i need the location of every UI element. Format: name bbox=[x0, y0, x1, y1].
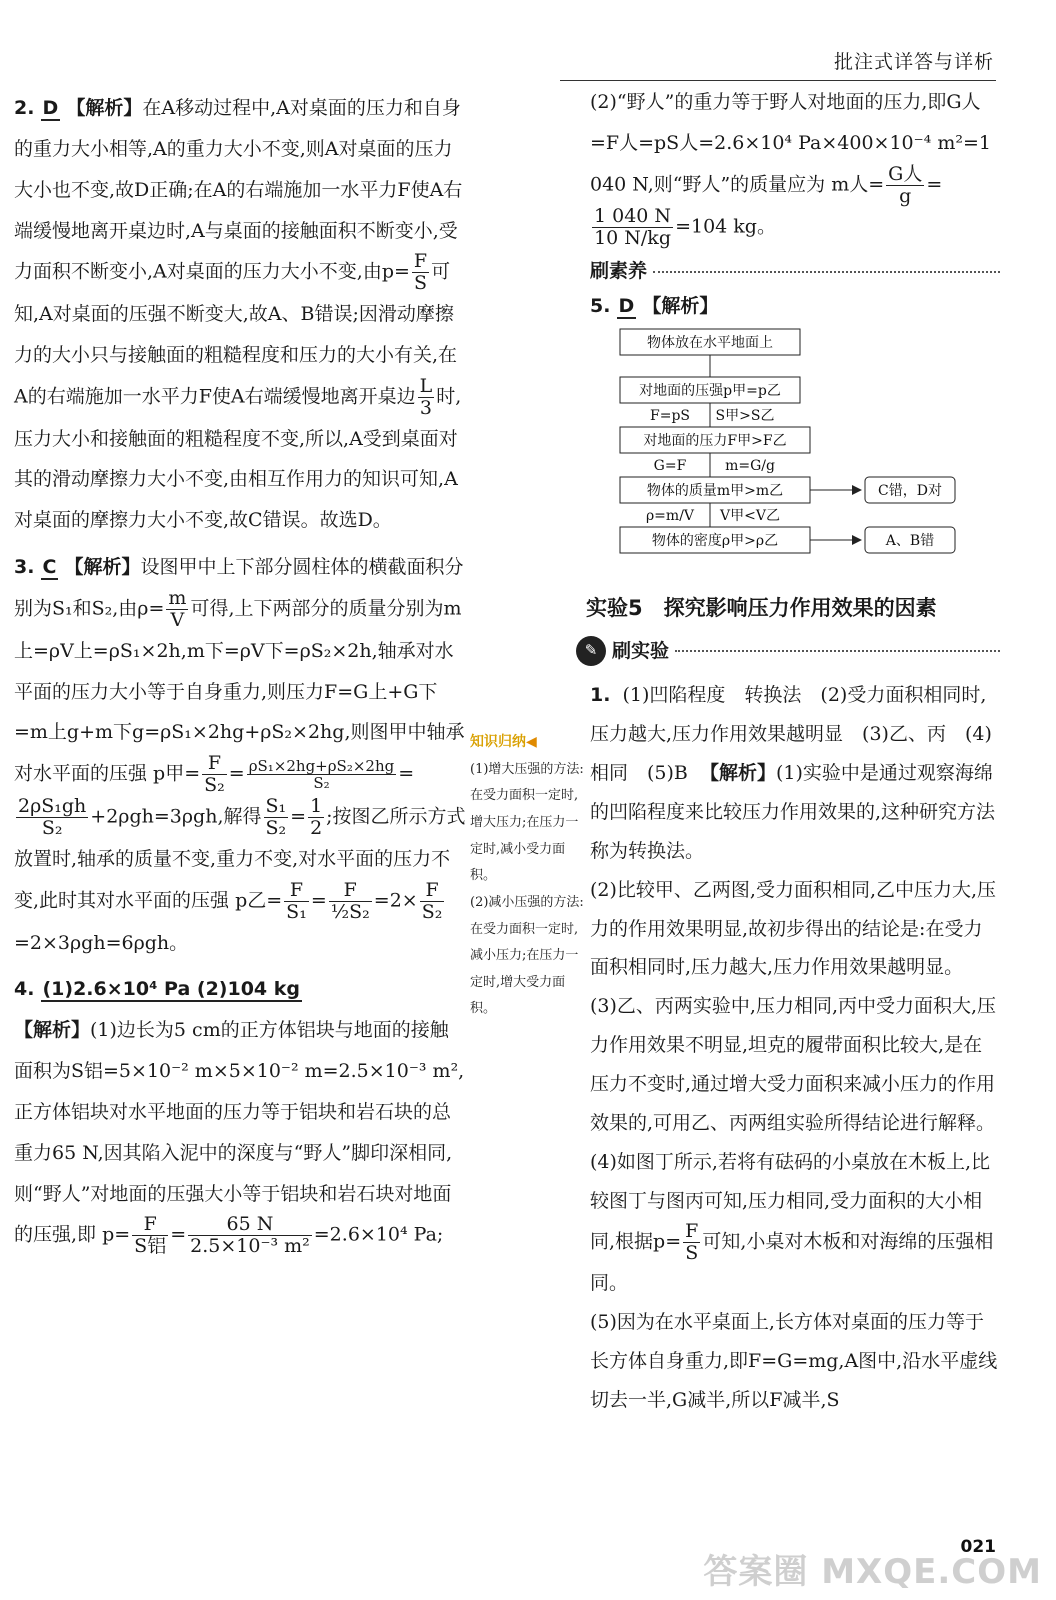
q2-text-2b: 可知,A对桌面的压强不断变大,故A、B错误;因滑动摩擦力的大小只与接触面的粗糙程度和压力的大小有关,在A的右端施加一水平力F使A右端缓慢地离开桌边 bbox=[14, 260, 458, 408]
q4r-frac-1: $\frac{\text{G人}}{g}$ bbox=[888, 162, 923, 207]
knowledge-summary-note bbox=[470, 728, 586, 1023]
arrow-right-icon bbox=[852, 485, 862, 495]
exp-label: 【解析】 bbox=[699, 761, 776, 784]
q3-frac-4: $\frac{\text{S₁}}{\text{S₂}}$ bbox=[265, 795, 287, 839]
flow-text-4: 物体的质量m甲>m乙 bbox=[646, 482, 784, 499]
flow-result-1: C错，D对 bbox=[878, 482, 942, 499]
page-header: 批注式详答与详析 bbox=[833, 51, 994, 73]
flow-text-3: 对地面的压力F甲>F乙 bbox=[643, 432, 787, 449]
q2-text-1: 在A移动过程中,A对桌面的压力和自身的重力大小相等,A的重力大小不变,则A对桌面的压力大小也不变,故D正确;在A的右端施加一水平力F使A右端缓慢地离开桌边时,A与桌面的接触面积不断变小,受力面积不断变小,A对桌面的压力大小不变, bbox=[14, 97, 463, 283]
page-number: 021 bbox=[960, 1536, 996, 1557]
watermark: 答案圈 MXQE.COM bbox=[703, 1551, 1042, 1592]
exp-frac-fs: $\frac{F}{S}$ bbox=[685, 1220, 699, 1264]
q5-number: 5. bbox=[590, 294, 611, 317]
arrow-right-icon bbox=[852, 535, 862, 545]
flow-text-5: 物体的密度ρ甲>ρ乙 bbox=[651, 532, 779, 549]
q3-eq-3: = bbox=[290, 805, 307, 828]
flow-step-2-right: m=G/g bbox=[725, 457, 775, 474]
q3-frac-6: $\frac{F}{\text{S₁}}$ bbox=[286, 878, 307, 923]
experiment-title: 实验5 探究影响压力作用效果的因素 bbox=[586, 595, 937, 620]
flowchart bbox=[590, 325, 1000, 575]
q4-number: 4. bbox=[14, 978, 35, 1001]
flow-step-3-left: ρ=m/V bbox=[645, 507, 695, 524]
q2-frac-fs: $\frac{F}{S}$ bbox=[413, 250, 428, 295]
side-note-2: (2)减小压强的方法:在受力面积一定时,减小压力;在压力一定时,增大受力面积。 bbox=[470, 894, 584, 1017]
q3-frac-1: $\frac{F}{\text{S₂}}$ bbox=[204, 752, 225, 797]
question-4-continued bbox=[590, 82, 1000, 249]
q3-eq-2: = bbox=[398, 762, 415, 785]
q3-frac-mv: $\frac{m}{V}$ bbox=[168, 587, 187, 631]
knowledge-tag: 知识归纳◀ bbox=[470, 734, 537, 750]
flow-step-2-left: G=F bbox=[653, 457, 687, 474]
q3-eq-1: = bbox=[228, 762, 245, 785]
q3-eq-4: = bbox=[310, 889, 327, 912]
shuashiyan-divider: ✎ 刷实验 bbox=[576, 636, 1000, 666]
q3-frac-5: $\frac{1}{2}$ bbox=[310, 795, 323, 839]
q2-text-3: 时,压力大小和接触面的粗糙程度不变,所以,A受到桌面对其的滑动摩擦力大小不变,由相互作用力的知识可知,A对桌面的摩擦力大小不变,故C错误。故选D。 bbox=[14, 385, 462, 532]
flow-step-1-left: F=pS bbox=[650, 407, 690, 424]
q4-text-2: =2.6×10⁴ Pa; bbox=[313, 1223, 444, 1246]
q2-label: 【解析】 bbox=[66, 97, 143, 119]
question-4 bbox=[14, 969, 466, 1257]
q3-text-4: ;按图乙所示方式放置时,轴承的质量不变,重力不变,对水平面的压力不变,此时其对水平面的压强 p乙= bbox=[14, 805, 466, 912]
q2-answer: D bbox=[42, 97, 59, 119]
q3-frac-2: $\frac{\text{ρS₁×2hg+ρS₂×2hg}}{\text{S₂}}$ bbox=[248, 756, 395, 793]
flow-step-1-right: S甲>S乙 bbox=[715, 407, 775, 424]
q5-answer: D bbox=[618, 294, 635, 317]
q2-frac-l3: $\frac{L}{3}$ bbox=[419, 374, 433, 419]
exp-answer: (1)凹陷程度 转换法 (2)受力面积相同时,压力越大,压力作用效果越明显 (3)乙、丙 (4)相同 (5)B bbox=[590, 683, 992, 784]
flow-result-2: A、B错 bbox=[885, 532, 935, 549]
q3-text-5: =2× bbox=[373, 889, 418, 912]
flow-text-1: 物体放在水平地面上 bbox=[647, 334, 773, 351]
exp-number: 1. bbox=[590, 683, 611, 706]
arrow-left-icon: ◀ bbox=[526, 734, 537, 750]
q4-text-1: (1)边长为5 cm的正方体铝块与地面的接触面积为S铝=5×10⁻² m×5×10⁻² m=2.5×10⁻³ m²,正方体铝块对水平地面的压力等于铝块和岩石块的总重力65 N,因其陷入泥中的深度与“野人”脚印深相同,则“野人”对地面的压强大小等于铝块和岩石块对地面的压强,即 p= bbox=[14, 1019, 465, 1246]
shuasuyang-divider: 刷素养 bbox=[590, 259, 1000, 284]
q4r-text-1: (2)“野人”的重力等于野人对地面的压力,即G人=F人=pS人=2.6×10⁴ Pa×400×10⁻⁴ m²=1 040 N,则“野人”的质量应为 m人= bbox=[590, 91, 991, 196]
flow-text-2: 对地面的压强p甲=p乙 bbox=[639, 382, 781, 399]
exp-para-2: (2)比较甲、乙两图,受力面积相同,乙中压力大,压力的作用效果明显,故初步得出的结论是:在受力面积相同时,压力越大,压力作用效果越明显。 bbox=[590, 878, 997, 979]
q4-frac-1: $\frac{F}{\text{S铝}}$ bbox=[134, 1213, 167, 1258]
question-5 bbox=[590, 294, 1000, 319]
q4-eq: = bbox=[170, 1223, 187, 1246]
experiment-question-1 bbox=[590, 676, 1000, 1420]
q3-number: 3. bbox=[14, 556, 35, 579]
q3-frac-3: $\frac{\text{2ρS₁gh}}{\text{S₂}}$ bbox=[18, 795, 87, 839]
exp-para-3: (3)乙、丙两实验中,压力相同,丙中受力面积大,压力作用效果不明显,坦克的履带面积比较大,是在压力不变时,通过增大受力面积来减小压力的作用效果的,可用乙、丙两组实验所得结论进行解释。 bbox=[590, 995, 997, 1135]
right-column bbox=[584, 82, 1000, 1426]
q4r-eq: = bbox=[926, 173, 943, 196]
exp-para-4: (4)如图丁所示,若将有砝码的小桌放在木板上,比较图丁与图丙可知,压力相同,受力面积的大小相同,根据p= $\frac{F}{S}$ 可知,小桌对木板和对海绵的压强相同。 bbox=[590, 1151, 994, 1294]
q3-frac-7: $\frac{F}{\text{½S₂}}$ bbox=[330, 878, 370, 923]
q4-label: 【解析】 bbox=[14, 1019, 91, 1042]
q4-answer: (1)2.6×10⁴ Pa (2)104 kg bbox=[42, 978, 300, 1001]
q4-frac-2: $\frac{65 N}{\text{2.5×10⁻³ m²}}$ bbox=[190, 1213, 310, 1258]
q4r-frac-2: $\frac{1 040 N}{10 N/kg}$ bbox=[594, 205, 672, 250]
q3-text-3: +2ρgh=3ρgh,解得 bbox=[90, 805, 262, 828]
q3-answer: C bbox=[42, 556, 57, 579]
q2-number: 2. bbox=[14, 97, 35, 119]
question-3 bbox=[14, 547, 466, 963]
q4r-text-2: =104 kg。 bbox=[675, 215, 776, 238]
side-note-1: (1)增大压强的方法:在受力面积一定时,增大压力;在压力一定时,减小受力面积。 bbox=[470, 761, 584, 884]
left-column bbox=[14, 88, 466, 1263]
pencil-icon: ✎ bbox=[576, 636, 606, 666]
q2-text-2a: 由p= bbox=[362, 260, 410, 283]
question-2 bbox=[14, 88, 466, 541]
q3-text-2: 可得,上下两部分的质量分别为m上=ρV上=ρS₁×2h,m下=ρV下=ρS₂×2h,轴承对水平面的压力大小等于自身重力,则压力F=G上+G下=m上g+m下g=ρS₁×2hg+ρS₂×2hg,则图甲中轴承对水平面的压强 p甲= bbox=[14, 597, 465, 785]
q5-label: 【解析】 bbox=[642, 294, 719, 317]
exp-para-1: (1)实验中是通过观察海绵的凹陷程度来比较压力作用效果的,这种研究方法称为转换法。 bbox=[590, 761, 996, 862]
flow-step-3-right: V甲<V乙 bbox=[720, 507, 780, 524]
q3-text-1: 设图甲中上下部分圆柱体的横截面积分别为S₁和S₂,由ρ= bbox=[14, 556, 464, 620]
q3-text-6: =2×3ρgh=6ρgh。 bbox=[14, 931, 189, 954]
q3-frac-8: $\frac{F}{\text{S₂}}$ bbox=[421, 878, 443, 923]
exp-para-5: (5)因为在水平桌面上,长方体对桌面的压力等于长方体自身重力,即F=G=mg,A图中,沿水平虚线切去一半,G减半,所以F减半,S bbox=[590, 1310, 998, 1411]
q3-label: 【解析】 bbox=[64, 556, 141, 579]
header-rule bbox=[560, 80, 996, 81]
